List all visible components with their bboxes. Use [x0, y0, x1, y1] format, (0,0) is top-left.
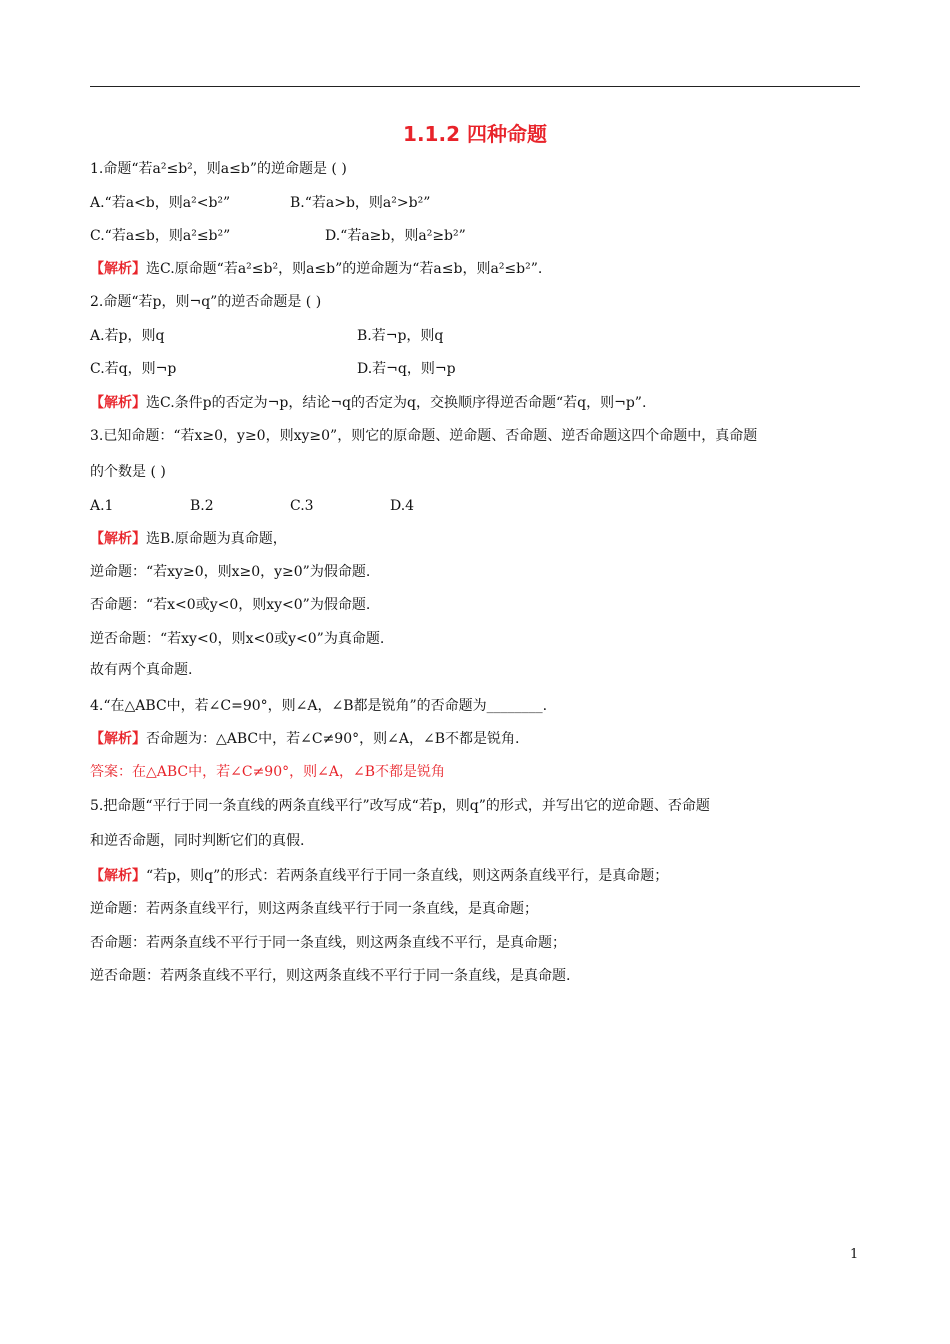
question-3: 3.已知命题：“若x≥0，y≥0，则xy≥0”，则它的原命题、逆命题、否命题、逆否命题这四个命题中，真命题 — [90, 428, 758, 444]
question-2: 2.命题“若p，则¬q”的逆否命题是 ( ) — [90, 294, 322, 310]
q3-solution-line: 故有两个真命题. — [90, 662, 193, 678]
q4-solution: 【解析】否命题为：△ABC中，若∠C≠90°，则∠A，∠B不都是锐角. — [90, 731, 520, 747]
page-title: 1.1.2 四种命题 — [403, 122, 547, 146]
page-number: 1 — [850, 1247, 859, 1262]
q5-solution-line: 逆命题：若两条直线平行，则这两条直线平行于同一条直线，是真命题； — [90, 901, 538, 917]
q3-solution: 【解析】选B.原命题为真命题， — [90, 531, 287, 547]
q1-option-c: C.“若a≤b，则a²≤b²” — [90, 228, 231, 244]
q3-solution-line: 逆否命题：“若xy<0，则x<0或y<0”为真命题. — [90, 631, 385, 647]
question-1: 1.命题“若a²≤b²，则a≤b”的逆命题是 ( ) — [90, 161, 347, 177]
question-4: 4.“在△ABC中，若∠C=90°，则∠A，∠B都是锐角”的否命题为________. — [90, 698, 548, 714]
q3-solution-line: 逆命题：“若xy≥0，则x≥0，y≥0”为假命题. — [90, 564, 371, 580]
q3-option-b: B.2 — [190, 498, 214, 514]
q5-solution-line: 否命题：若两条直线不平行于同一条直线，则这两条直线不平行，是真命题； — [90, 935, 566, 951]
question-3-cont: 的个数是 ( ) — [90, 464, 166, 480]
q2-solution: 【解析】选C.条件p的否定为¬p，结论¬q的否定为q，交换顺序得逆否命题“若q，则¬p”. — [90, 395, 647, 411]
analysis-tag: 【解析】 — [90, 261, 146, 277]
q1-option-d: D.“若a≥b，则a²≥b²” — [325, 228, 466, 244]
q2-option-c: C.若q，则¬p — [90, 361, 177, 377]
q2-option-d: D.若¬q，则¬p — [357, 361, 456, 377]
q4-answer: 答案：在△ABC中，若∠C≠90°，则∠A，∠B不都是锐角 — [90, 764, 445, 780]
q1-option-a: A.“若a<b，则a²<b²” — [90, 195, 231, 211]
q1-option-b: B.“若a>b，则a²>b²” — [290, 195, 431, 211]
q3-option-c: C.3 — [290, 498, 314, 514]
analysis-tag: 【解析】 — [90, 531, 146, 547]
q2-option-a: A.若p，则q — [90, 328, 165, 344]
q1-solution: 【解析】选C.原命题“若a²≤b²，则a≤b”的逆命题为“若a≤b，则a²≤b²”. — [90, 261, 543, 277]
q3-solution-line: 否命题：“若x<0或y<0，则xy<0”为假命题. — [90, 597, 371, 613]
analysis-tag: 【解析】 — [90, 868, 146, 884]
question-5-cont: 和逆否命题，同时判断它们的真假. — [90, 833, 305, 849]
q2-option-b: B.若¬p，则q — [357, 328, 444, 344]
q5-solution-line: 逆否命题：若两条直线不平行，则这两条直线不平行于同一条直线，是真命题. — [90, 968, 571, 984]
analysis-tag: 【解析】 — [90, 731, 146, 747]
q3-option-d: D.4 — [390, 498, 415, 514]
header-rule — [90, 86, 860, 87]
q5-solution: 【解析】“若p，则q”的形式：若两条直线平行于同一条直线，则这两条直线平行，是真命题； — [90, 868, 669, 884]
q3-option-a: A.1 — [90, 498, 114, 514]
analysis-tag: 【解析】 — [90, 395, 146, 411]
question-5: 5.把命题“平行于同一条直线的两条直线平行”改写成“若p，则q”的形式，并写出它的逆命题、否命题 — [90, 798, 710, 814]
